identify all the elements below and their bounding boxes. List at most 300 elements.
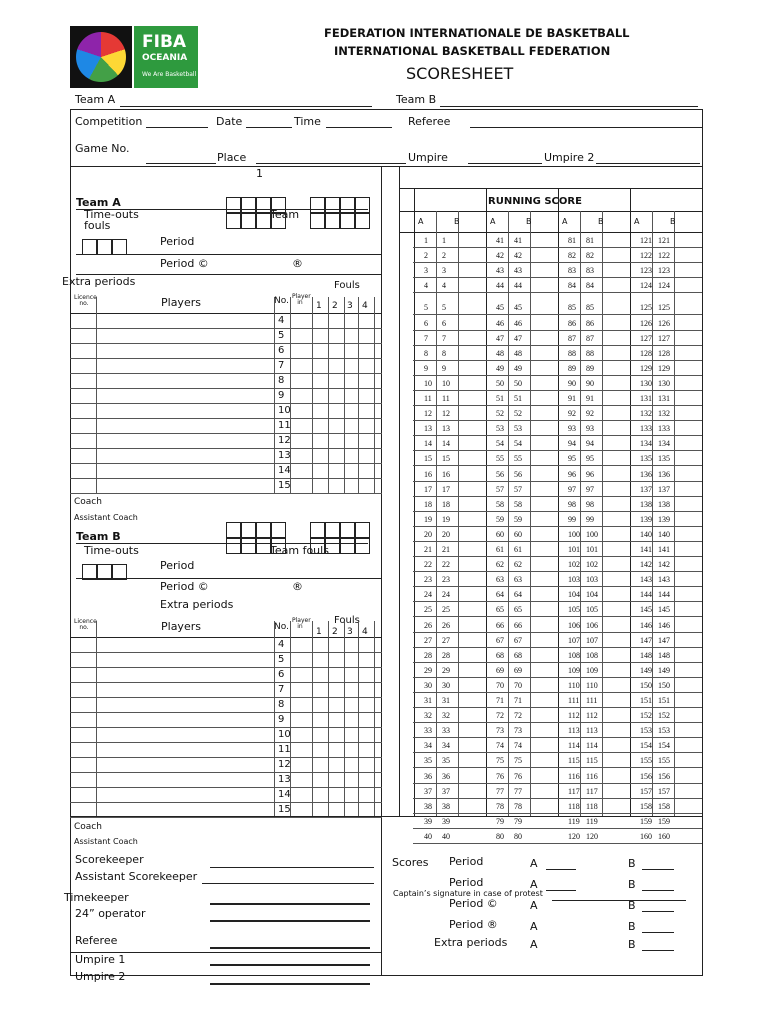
running-score-cell[interactable]: 127 (658, 333, 670, 343)
running-score-cell[interactable]: 15 (424, 454, 432, 464)
table-row[interactable] (70, 682, 382, 683)
running-score-cell[interactable]: 113 (586, 726, 598, 736)
running-score-cell[interactable]: 40 (424, 831, 432, 841)
running-score-cell[interactable]: 102 (586, 560, 598, 570)
running-score-cell[interactable]: 8 (442, 348, 446, 358)
running-score-cell[interactable]: 12 (424, 409, 432, 419)
running-score-cell[interactable]: 78 (514, 801, 522, 811)
running-score-cell[interactable]: 141 (658, 545, 670, 554)
running-score-cell[interactable]: 20 (442, 529, 450, 539)
running-score-cell[interactable]: 10 (442, 378, 450, 388)
running-score-cell[interactable]: 150 (658, 680, 670, 690)
timeout-box[interactable] (226, 213, 241, 229)
running-score-cell[interactable]: 139 (658, 514, 670, 524)
running-score-cell[interactable]: 127 (640, 333, 652, 343)
timekeeper-line[interactable] (210, 903, 370, 905)
game-no-line[interactable] (146, 163, 216, 164)
running-score-cell[interactable]: 50 (496, 378, 504, 388)
running-score-cell[interactable]: 133 (658, 424, 670, 434)
running-score-cell[interactable]: 134 (640, 439, 652, 449)
running-score-cell[interactable]: 11 (442, 394, 450, 403)
team-foul-box[interactable] (355, 522, 370, 538)
running-score-cell[interactable]: 120 (586, 831, 598, 841)
running-score-cell[interactable]: 114 (568, 741, 580, 751)
timeout-box[interactable] (256, 522, 271, 538)
table-row[interactable] (70, 493, 382, 494)
table-row[interactable] (70, 652, 382, 653)
running-score-cell[interactable]: 113 (568, 726, 580, 736)
score-b-line[interactable] (642, 869, 674, 870)
running-score-cell[interactable]: 87 (586, 333, 594, 343)
running-score-cell[interactable]: 115 (568, 756, 580, 766)
timeout-box[interactable] (271, 197, 286, 213)
running-score-cell[interactable]: 154 (658, 741, 670, 751)
running-score-cell[interactable]: 122 (640, 251, 652, 261)
running-score-cell[interactable]: 28 (442, 650, 450, 660)
running-score-cell[interactable]: 26 (424, 620, 432, 630)
running-score-cell[interactable]: 128 (658, 348, 670, 358)
running-score-cell[interactable]: 97 (586, 484, 594, 494)
running-score-cell[interactable]: 29 (424, 665, 432, 675)
running-score-cell[interactable]: 79 (496, 816, 504, 826)
timeout-box[interactable] (241, 522, 256, 538)
umpire-line[interactable] (468, 163, 542, 164)
table-row[interactable] (70, 388, 382, 389)
running-score-cell[interactable]: 72 (514, 711, 522, 721)
running-score-cell[interactable]: 23 (424, 575, 432, 585)
running-score-cell[interactable]: 10 (424, 378, 432, 388)
running-score-cell[interactable]: 148 (658, 650, 670, 660)
umpire2-line[interactable] (596, 163, 700, 164)
running-score-cell[interactable]: 39 (424, 816, 432, 826)
team-foul-box[interactable] (325, 522, 340, 538)
running-score-cell[interactable]: 130 (640, 378, 652, 388)
running-score-cell[interactable]: 56 (514, 469, 522, 479)
running-score-cell[interactable]: 114 (586, 741, 598, 751)
running-score-cell[interactable]: 32 (442, 711, 450, 721)
running-score-cell[interactable]: 132 (640, 409, 652, 419)
score-b-line[interactable] (642, 950, 674, 951)
table-row[interactable] (70, 787, 382, 788)
running-score-cell[interactable]: 108 (586, 650, 598, 660)
running-score-cell[interactable]: 75 (496, 756, 504, 766)
running-score-cell[interactable]: 2 (442, 251, 446, 261)
running-score-cell[interactable]: 126 (658, 318, 670, 328)
running-score-cell[interactable]: 108 (568, 650, 580, 660)
running-score-cell[interactable]: 146 (658, 620, 670, 630)
running-score-cell[interactable]: 47 (514, 333, 522, 343)
running-score-cell[interactable]: 138 (640, 499, 652, 509)
running-score-cell[interactable]: 16 (442, 469, 450, 479)
running-score-cell[interactable]: 123 (640, 266, 652, 276)
team-foul-box[interactable] (310, 213, 325, 229)
timeout-box[interactable] (241, 213, 256, 229)
time-line[interactable] (326, 127, 392, 128)
table-row[interactable] (70, 478, 382, 479)
place-line[interactable] (256, 163, 406, 164)
running-score-cell[interactable]: 27 (442, 635, 450, 645)
running-score-cell[interactable]: 61 (496, 545, 504, 554)
table-row[interactable] (70, 697, 382, 698)
running-score-cell[interactable]: 58 (496, 499, 504, 509)
running-score-cell[interactable]: 9 (442, 363, 446, 373)
running-score-cell[interactable]: 103 (568, 575, 580, 585)
running-score-cell[interactable]: 46 (496, 318, 504, 328)
running-score-cell[interactable]: 50 (514, 378, 522, 388)
running-score-cell[interactable]: 119 (586, 816, 598, 826)
running-score-cell[interactable]: 86 (586, 318, 594, 328)
running-score-cell[interactable]: 37 (424, 786, 432, 796)
running-score-cell[interactable]: 138 (658, 499, 670, 509)
running-score-cell[interactable]: 26 (442, 620, 450, 630)
running-score-cell[interactable]: 60 (496, 529, 504, 539)
umpire1-line[interactable] (210, 964, 370, 966)
running-score-cell[interactable]: 158 (658, 801, 670, 811)
running-score-cell[interactable]: 19 (442, 514, 450, 524)
running-score-cell[interactable]: 56 (496, 469, 504, 479)
running-score-cell[interactable]: 54 (514, 439, 522, 449)
running-score-cell[interactable]: 90 (586, 378, 594, 388)
running-score-cell[interactable]: 47 (496, 333, 504, 343)
running-score-cell[interactable]: 119 (568, 816, 580, 826)
running-score-cell[interactable]: 93 (586, 424, 594, 434)
score-b-line[interactable] (642, 932, 674, 933)
running-score-cell[interactable]: 117 (568, 786, 580, 796)
running-score-cell[interactable]: 36 (442, 771, 450, 781)
score-a-line[interactable] (546, 890, 576, 891)
running-score-cell[interactable]: 100 (586, 529, 598, 539)
running-score-cell[interactable]: 157 (640, 786, 652, 796)
running-score-cell[interactable]: 18 (424, 499, 432, 509)
running-score-cell[interactable]: 85 (568, 303, 576, 313)
running-score-cell[interactable]: 80 (514, 831, 522, 841)
running-score-cell[interactable]: 117 (586, 786, 598, 796)
running-score-cell[interactable]: 40 (442, 831, 450, 841)
running-score-cell[interactable]: 121 (640, 236, 652, 245)
running-score-cell[interactable]: 70 (496, 680, 504, 690)
running-score-cell[interactable]: 121 (658, 236, 670, 245)
running-score-cell[interactable]: 17 (442, 484, 450, 494)
running-score-cell[interactable]: 82 (586, 251, 594, 261)
running-score-cell[interactable]: 159 (658, 816, 670, 826)
running-score-cell[interactable]: 34 (424, 741, 432, 751)
running-score-cell[interactable]: 147 (658, 635, 670, 645)
running-score-cell[interactable]: 62 (496, 560, 504, 570)
running-score-cell[interactable]: 4 (424, 281, 428, 291)
running-score-cell[interactable]: 140 (658, 529, 670, 539)
umpire2-bottom-line[interactable] (210, 983, 370, 985)
running-score-cell[interactable]: 46 (514, 318, 522, 328)
running-score-cell[interactable]: 155 (658, 756, 670, 766)
running-score-cell[interactable]: 116 (568, 771, 580, 781)
running-score-cell[interactable]: 39 (442, 816, 450, 826)
timeout-box[interactable] (271, 538, 286, 554)
timeout-box[interactable] (241, 197, 256, 213)
running-score-cell[interactable]: 21 (424, 545, 432, 554)
running-score-cell[interactable]: 95 (586, 454, 594, 464)
running-score-cell[interactable]: 143 (640, 575, 652, 585)
captain-signature-line[interactable] (552, 900, 686, 901)
running-score-cell[interactable]: 59 (496, 514, 504, 524)
running-score-cell[interactable]: 96 (568, 469, 576, 479)
running-score-cell[interactable]: 78 (496, 801, 504, 811)
running-score-cell[interactable]: 106 (568, 620, 580, 630)
running-score-cell[interactable]: 58 (514, 499, 522, 509)
running-score-cell[interactable]: 83 (586, 266, 594, 276)
running-score-cell[interactable]: 136 (640, 469, 652, 479)
running-score-cell[interactable]: 55 (514, 454, 522, 464)
running-score-cell[interactable]: 25 (424, 605, 432, 615)
running-score-cell[interactable]: 99 (586, 514, 594, 524)
running-score-cell[interactable]: 105 (586, 605, 598, 615)
running-score-cell[interactable]: 95 (568, 454, 576, 464)
team-foul-box[interactable] (340, 538, 355, 554)
running-score-cell[interactable]: 21 (442, 545, 450, 554)
running-score-cell[interactable]: 75 (514, 756, 522, 766)
running-score-cell[interactable]: 81 (586, 236, 594, 245)
team-foul-box[interactable] (310, 522, 325, 538)
table-row[interactable] (70, 328, 382, 329)
running-score-cell[interactable]: 83 (568, 266, 576, 276)
running-score-cell[interactable]: 111 (586, 696, 598, 705)
table-row[interactable] (70, 373, 382, 374)
running-score-cell[interactable]: 152 (658, 711, 670, 721)
assistant-scorekeeper-line[interactable] (202, 883, 374, 884)
running-score-cell[interactable]: 45 (514, 303, 522, 313)
timeout-box[interactable] (226, 197, 241, 213)
team-foul-box[interactable] (340, 522, 355, 538)
running-score-cell[interactable]: 65 (496, 605, 504, 615)
table-row[interactable] (70, 757, 382, 758)
running-score-cell[interactable]: 109 (586, 665, 598, 675)
running-score-cell[interactable]: 69 (514, 665, 522, 675)
running-score-cell[interactable]: 62 (514, 560, 522, 570)
running-score-cell[interactable]: 73 (514, 726, 522, 736)
running-score-cell[interactable]: 137 (640, 484, 652, 494)
running-score-cell[interactable]: 146 (640, 620, 652, 630)
running-score-cell[interactable]: 60 (514, 529, 522, 539)
running-score-cell[interactable]: 107 (586, 635, 598, 645)
scorekeeper-line[interactable] (210, 867, 374, 868)
running-score-cell[interactable]: 3 (442, 266, 446, 276)
running-score-cell[interactable]: 129 (658, 363, 670, 373)
running-score-cell[interactable]: 154 (640, 741, 652, 751)
running-score-cell[interactable]: 151 (658, 696, 670, 705)
competition-line[interactable] (146, 127, 208, 128)
running-score-cell[interactable]: 137 (658, 484, 670, 494)
running-score-cell[interactable]: 6 (442, 318, 446, 328)
running-score-cell[interactable]: 64 (496, 590, 504, 600)
running-score-cell[interactable]: 98 (568, 499, 576, 509)
running-score-cell[interactable]: 153 (658, 726, 670, 736)
running-score-cell[interactable]: 45 (496, 303, 504, 313)
running-score-cell[interactable]: 16 (424, 469, 432, 479)
running-score-cell[interactable]: 53 (496, 424, 504, 434)
running-score-cell[interactable]: 149 (640, 665, 652, 675)
running-score-cell[interactable]: 7 (442, 333, 446, 343)
table-row[interactable] (70, 343, 382, 344)
running-score-cell[interactable]: 66 (514, 620, 522, 630)
period-box[interactable] (112, 239, 127, 255)
running-score-cell[interactable]: 160 (640, 831, 652, 841)
timeout-box[interactable] (256, 197, 271, 213)
running-score-cell[interactable]: 136 (658, 469, 670, 479)
running-score-cell[interactable]: 149 (658, 665, 670, 675)
running-score-cell[interactable]: 130 (658, 378, 670, 388)
running-score-cell[interactable]: 3 (424, 266, 428, 276)
running-score-cell[interactable]: 155 (640, 756, 652, 766)
running-score-cell[interactable]: 44 (496, 281, 504, 291)
running-score-cell[interactable]: 94 (568, 439, 576, 449)
running-score-cell[interactable]: 61 (514, 545, 522, 554)
running-score-cell[interactable]: 2 (424, 251, 428, 261)
running-score-cell[interactable]: 160 (658, 831, 670, 841)
running-score-cell[interactable]: 30 (424, 680, 432, 690)
running-score-cell[interactable]: 88 (568, 348, 576, 358)
running-score-cell[interactable]: 24 (424, 590, 432, 600)
running-score-cell[interactable]: 144 (658, 590, 670, 600)
running-score-cell[interactable]: 118 (586, 801, 598, 811)
table-row[interactable] (70, 403, 382, 404)
running-score-cell[interactable]: 102 (568, 560, 580, 570)
running-score-cell[interactable]: 129 (640, 363, 652, 373)
team-b-name-line[interactable] (440, 106, 698, 107)
running-score-cell[interactable]: 122 (658, 251, 670, 261)
running-score-cell[interactable]: 92 (586, 409, 594, 419)
running-score-cell[interactable]: 6 (424, 318, 428, 328)
team-foul-box[interactable] (310, 197, 325, 213)
date-line[interactable] (246, 127, 292, 128)
running-score-cell[interactable]: 66 (496, 620, 504, 630)
running-score-cell[interactable]: 38 (442, 801, 450, 811)
running-score-cell[interactable]: 59 (514, 514, 522, 524)
running-score-cell[interactable]: 115 (586, 756, 598, 766)
running-score-cell[interactable]: 84 (586, 281, 594, 291)
running-score-cell[interactable]: 84 (568, 281, 576, 291)
team-foul-box[interactable] (310, 538, 325, 554)
running-score-cell[interactable]: 148 (640, 650, 652, 660)
running-score-cell[interactable]: 38 (424, 801, 432, 811)
team-a-name-line[interactable] (120, 106, 372, 107)
running-score-cell[interactable]: 86 (568, 318, 576, 328)
running-score-cell[interactable]: 147 (640, 635, 652, 645)
running-score-cell[interactable]: 57 (514, 484, 522, 494)
table-row[interactable] (70, 772, 382, 773)
running-score-cell[interactable]: 77 (496, 786, 504, 796)
running-score-cell[interactable]: 77 (514, 786, 522, 796)
running-score-cell[interactable]: 35 (424, 756, 432, 766)
score-b-line[interactable] (642, 890, 674, 891)
running-score-cell[interactable]: 57 (496, 484, 504, 494)
running-score-cell[interactable]: 32 (424, 711, 432, 721)
running-score-cell[interactable]: 11 (424, 394, 432, 403)
table-row[interactable] (70, 712, 382, 713)
running-score-cell[interactable]: 139 (640, 514, 652, 524)
running-score-cell[interactable]: 140 (640, 529, 652, 539)
running-score-cell[interactable]: 101 (568, 545, 580, 554)
running-score-cell[interactable]: 31 (424, 696, 432, 705)
table-row[interactable] (70, 817, 382, 818)
running-score-cell[interactable]: 111 (568, 696, 580, 705)
running-score-cell[interactable]: 131 (640, 394, 652, 403)
table-row[interactable] (70, 727, 382, 728)
table-row[interactable] (70, 742, 382, 743)
referee-line[interactable] (470, 127, 702, 128)
running-score-cell[interactable]: 37 (442, 786, 450, 796)
running-score-cell[interactable]: 12 (442, 409, 450, 419)
running-score-cell[interactable]: 52 (496, 409, 504, 419)
running-score-cell[interactable]: 94 (586, 439, 594, 449)
team-foul-box[interactable] (355, 197, 370, 213)
running-score-cell[interactable]: 99 (568, 514, 576, 524)
running-score-cell[interactable]: 42 (496, 251, 504, 261)
running-score-cell[interactable]: 112 (568, 711, 580, 721)
running-score-cell[interactable]: 48 (496, 348, 504, 358)
timeout-box[interactable] (241, 538, 256, 554)
running-score-cell[interactable]: 152 (640, 711, 652, 721)
timeout-box[interactable] (256, 538, 271, 554)
running-score-cell[interactable]: 1 (424, 236, 428, 245)
running-score-cell[interactable]: 29 (442, 665, 450, 675)
running-score-cell[interactable]: 89 (568, 363, 576, 373)
running-score-cell[interactable]: 30 (442, 680, 450, 690)
team-foul-box[interactable] (325, 197, 340, 213)
running-score-cell[interactable]: 158 (640, 801, 652, 811)
running-score-cell[interactable]: 92 (568, 409, 576, 419)
running-score-cell[interactable]: 156 (658, 771, 670, 781)
running-score-cell[interactable]: 9 (424, 363, 428, 373)
table-row[interactable] (70, 418, 382, 419)
timeout-box[interactable] (271, 522, 286, 538)
running-score-cell[interactable]: 144 (640, 590, 652, 600)
running-score-cell[interactable]: 85 (586, 303, 594, 313)
running-score-cell[interactable]: 109 (568, 665, 580, 675)
running-score-cell[interactable]: 103 (586, 575, 598, 585)
running-score-cell[interactable]: 24 (442, 590, 450, 600)
running-score-cell[interactable]: 142 (640, 560, 652, 570)
running-score-cell[interactable]: 52 (514, 409, 522, 419)
running-score-cell[interactable]: 88 (586, 348, 594, 358)
running-score-cell[interactable]: 141 (640, 545, 652, 554)
running-score-cell[interactable]: 72 (496, 711, 504, 721)
running-score-cell[interactable]: 128 (640, 348, 652, 358)
running-score-cell[interactable]: 15 (442, 454, 450, 464)
running-score-cell[interactable]: 69 (496, 665, 504, 675)
running-score-cell[interactable]: 68 (514, 650, 522, 660)
running-score-cell[interactable]: 41 (514, 236, 522, 245)
running-score-cell[interactable]: 124 (658, 281, 670, 291)
running-score-cell[interactable]: 134 (658, 439, 670, 449)
running-score-cell[interactable]: 89 (586, 363, 594, 373)
table-row[interactable] (70, 358, 382, 359)
running-score-cell[interactable]: 4 (442, 281, 446, 291)
timeout-box[interactable] (256, 213, 271, 229)
running-score-cell[interactable]: 145 (658, 605, 670, 615)
period-box[interactable] (82, 239, 97, 255)
running-score-cell[interactable]: 14 (442, 439, 450, 449)
running-score-cell[interactable]: 107 (568, 635, 580, 645)
running-score-cell[interactable]: 5 (442, 303, 446, 313)
running-score-cell[interactable]: 90 (568, 378, 576, 388)
running-score-cell[interactable]: 71 (496, 696, 504, 705)
running-score-cell[interactable]: 31 (442, 696, 450, 705)
running-score-cell[interactable]: 13 (442, 424, 450, 434)
running-score-cell[interactable]: 156 (640, 771, 652, 781)
team-foul-box[interactable] (355, 213, 370, 229)
running-score-cell[interactable]: 73 (496, 726, 504, 736)
running-score-cell[interactable]: 101 (586, 545, 598, 554)
running-score-cell[interactable]: 76 (514, 771, 522, 781)
